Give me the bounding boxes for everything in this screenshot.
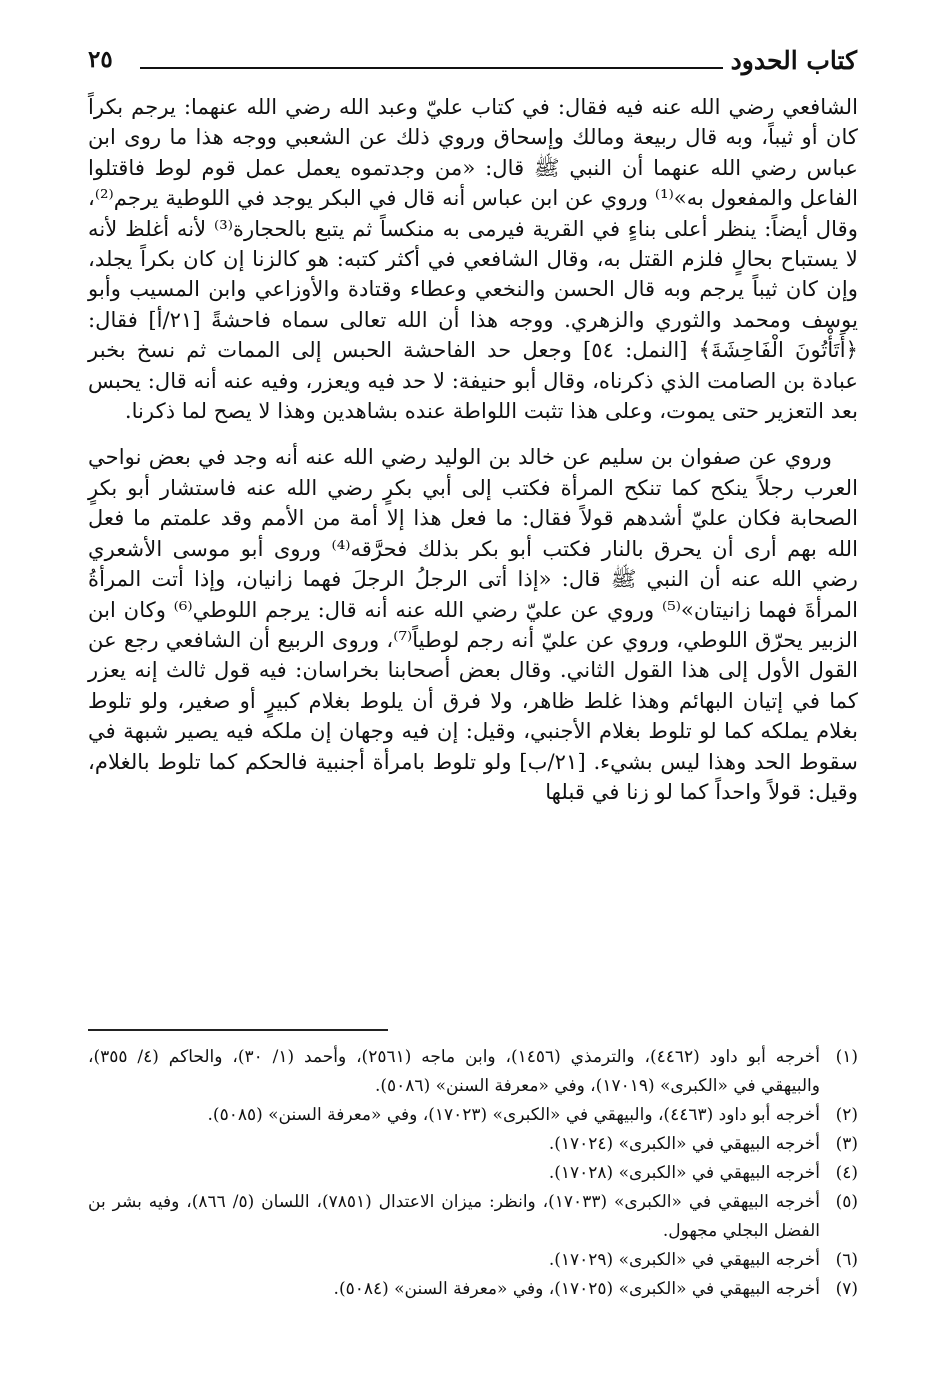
footnote xyxy=(88,1275,858,1304)
page-number: ٢٥ xyxy=(88,46,113,73)
footnote-number: (٤) xyxy=(835,1163,858,1183)
footnote xyxy=(88,1246,858,1275)
running-header xyxy=(88,44,857,84)
footnote xyxy=(88,1130,858,1159)
footnote-number: (١) xyxy=(835,1047,858,1067)
footnote-text: أخرجه البيهقي في «الكبرى» (١٧٠٢٨). xyxy=(548,1163,820,1183)
footnote-text: أخرجه البيهقي في «الكبرى» (١٧٠٢٥)، وفي «معرفة السنن» (٥٠٨٤). xyxy=(333,1279,820,1299)
footnote-number: (٧) xyxy=(835,1279,858,1299)
footnote-number: (٣) xyxy=(835,1134,858,1154)
footnote-number: (٦) xyxy=(835,1250,858,1270)
paragraph: الشافعي رضي الله عنه فيه فقال: في كتاب عليّ وعبد الله رضي الله عنهما: يرجم بكراً كان أو ثيباً، وبه قال ربيعة ومالك وإسحاق وروي ذلك عن الشعبي ووجه هذا ما روى ابن عباس رضي الله عنهما أن النبي ﷺ قال: «من وجدتموه يعمل عمل قوم لوط فاقتلوا الفاعل والمفعول به»⁽¹⁾ وروي عن ابن عباس أنه قال في البكر يوجد في اللوطية يرجم⁽²⁾، وقال أيضاً: ينظر أعلى بناءٍ في القرية فيرمى به منكساً ثم يتبع بالحجارة⁽³⁾ لأنه أغلظ لأنه لا يستباح بحالٍ فلزم القتل به، وقال الشافعي في أكثر كتبه: هو كالزنا إن كان بكراً يجلد، وإن كان ثيباً يرجم وبه قال الحسن والنخعي وعطاء وقتادة والأوزاعي وابن المسيب وأبو يوسف ومحمد والثوري والزهري. ووجه هذا أن الله تعالى سماه فاحشةً [٢١/أ] فقال: ﴿أَتَأْتُونَ الْفَاحِشَةَ﴾ [النمل: ٥٤] وجعل حد الفاحشة الحبس إلى الممات ثم نسخ بخبر عبادة بن الصامت الذي ذكرناه، وقال أبو حنيفة: لا حد فيه ويعزر، وفيه عنه أنه قال: يحبس بعد التعزير حتى يموت، وعلى هذا تثبت اللواطة عنده بشاهدين وهذا لا يصح لما ذكرنا. xyxy=(88,94,858,424)
footnote xyxy=(88,1188,858,1246)
footnote xyxy=(88,1159,858,1188)
footnote-text: أخرجه أبو داود (٤٤٦٢)، والترمذي (١٤٥٦)، وابن ماجه (٢٥٦١)، وأحمد (١/ ٣٠)، والحاكم (٤/ ٣٥٥)، والبيهقي في «الكبرى» (١٧٠١٩)، وفي «معرفة السنن» (٥٠٨٦). xyxy=(88,1047,820,1096)
footnote-text: أخرجه البيهقي في «الكبرى» (١٧٠٣٣)، وانظر: ميزان الاعتدال (٧٨٥١)، اللسان (٥/ ٨٦٦)، وفيه بشر بن الفضل البجلي مجهول. xyxy=(88,1192,820,1241)
chapter-title: كتاب الحدود xyxy=(730,46,857,75)
paragraph: وروي عن صفوان بن سليم عن خالد بن الوليد رضي الله عنه أنه وجد في بعض نواحي العرب رجلاً ينكح كما تنكح المرأة فكتب إلى أبي بكرٍ رضي الله عنه فاستشار أبو بكرٍ الصحابة فكان عليّ أشدهم قولاً فقال: ما فعل هذا إلا أمة من الأمم وقد علمتم ما فعل الله بهم أرى أن يحرق بالنار فكتب أبو بكر بذلك فحرَّقه⁽⁴⁾ وروى أبو موسى الأشعري رضي الله عنه أن النبي ﷺ قال: «إذا أتى الرجلُ الرجلَ فهما زانيان، وإذا أتت المرأةُ المرأةَ فهما زانيتان»⁽⁵⁾ وروي عن عليّ رضي الله عنه أنه قال: يرجم اللوطي⁽⁶⁾ وكان ابن الزبير يحرّق اللوطي، وروي عن عليّ أنه رجم لوطياً⁽⁷⁾، وروى الربيع أن الشافعي رجع عن القول الأول إلى هذا القول الثاني. وقال بعض أصحابنا بخراسان: فيه قول ثالث إنه يعزر كما في إتيان البهائم وهذا غلط ظاهر، ولا فرق أن يلوط بغلام كبيرٍ أو صغير، ولو تلوط بغلام يملكه كما لو تلوط بغلام الأجنبي، وقيل: إن فيه وجهان إن ملكه فيه يصير شبهة في سقوط الحد وهذا ليس بشيء. [٢١/ب] ولو تلوط بامرأة أجنبية فالحكم كما تلوط بالغلام، وقيل: قولاً واحداً كما لو زنا في قبلها xyxy=(88,444,859,804)
footnote xyxy=(88,1043,858,1101)
footnote-text: أخرجه البيهقي في «الكبرى» (١٧٠٢٩). xyxy=(548,1250,820,1270)
main-text xyxy=(88,92,858,807)
footnote-number: (٢) xyxy=(835,1105,858,1125)
footnotes xyxy=(88,1043,858,1304)
footnote-text: أخرجه أبو داود (٤٤٦٣)، والبيهقي في «الكبرى» (١٧٠٢٣)، وفي «معرفة السنن» (٥٠٨٥). xyxy=(207,1105,820,1125)
footnote-text: أخرجه البيهقي في «الكبرى» (١٧٠٢٤). xyxy=(548,1134,820,1154)
header-rule xyxy=(140,67,723,69)
footnote xyxy=(88,1101,858,1130)
footnote-number: (٥) xyxy=(835,1192,858,1212)
footnote-rule xyxy=(88,1029,388,1031)
